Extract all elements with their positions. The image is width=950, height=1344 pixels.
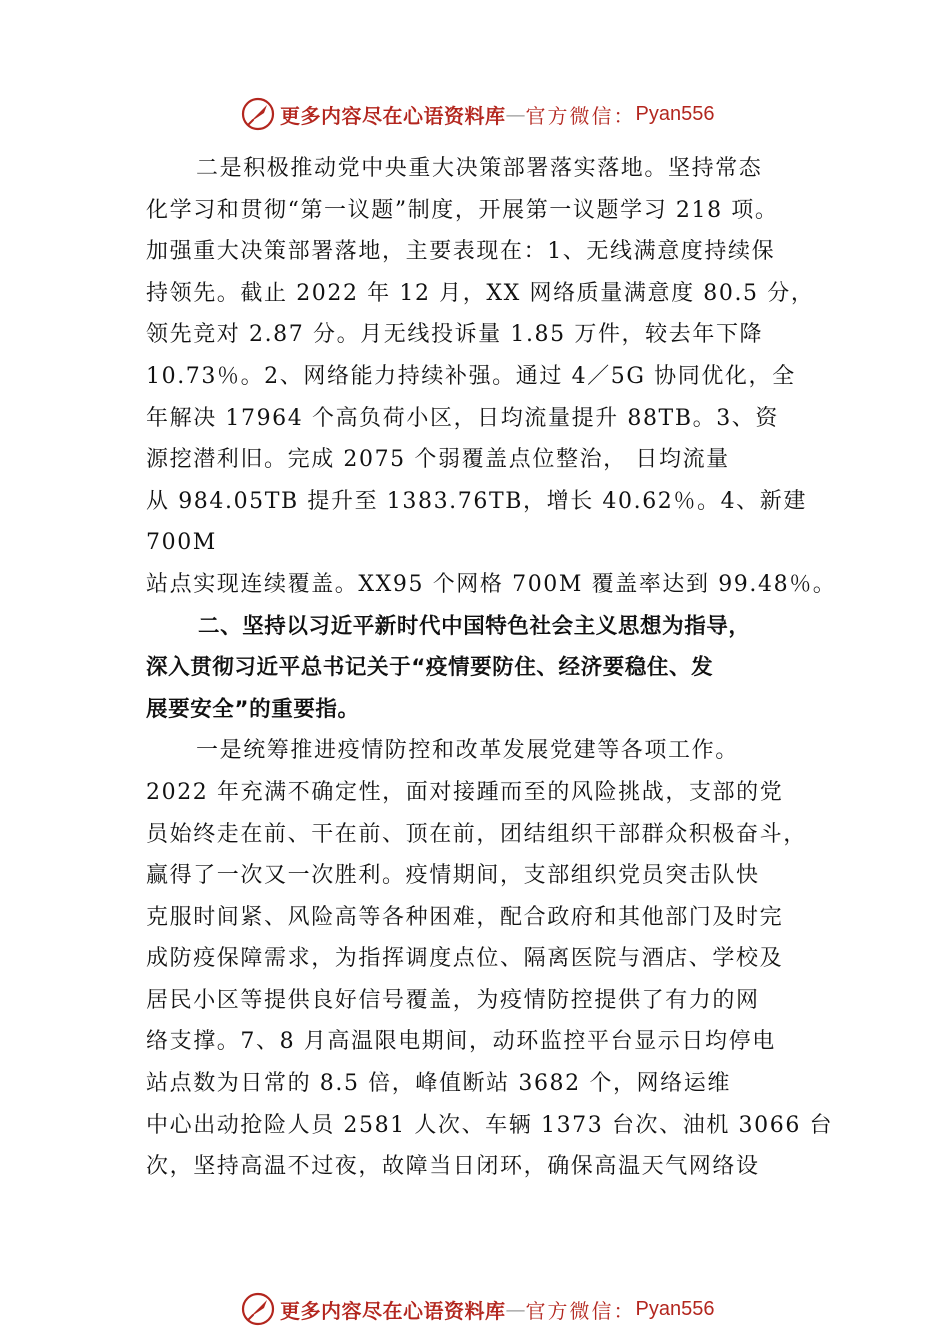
text-line: 源挖潜利旧。完成 2075 个弱覆盖点位整治， 日均流量 [146, 447, 730, 473]
text-line: 2022 年充满不确定性，面对接踵而至的风险挑战，支部的党 [146, 779, 784, 805]
text-line: 赢得了一次又一次胜利。疫情期间，支部组织党员突击队快 [146, 863, 760, 889]
banner-wechat-label: 官方微信： [525, 103, 636, 128]
quill-seal-icon [240, 1291, 276, 1327]
banner-wechat-id: Pyan556 [635, 1297, 715, 1320]
text-line: 领先竞对 2.87 分。月无线投诉量 1.85 万件，较去年下降 [146, 322, 764, 348]
quill-seal-icon [240, 96, 276, 132]
text-line: 年解决 17964 个高负荷小区，日均流量提升 88TB。3、资 [146, 405, 779, 431]
text-line: 站点数为日常的 8.5 倍，峰值断站 3682 个，网络运维 [146, 1071, 731, 1097]
banner-wechat-id: Pyan556 [635, 102, 715, 125]
text-line: 化学习和贯彻“第一议题”制度，开展第一议题学习 218 项。 [146, 197, 779, 223]
banner-text: 更多内容尽在心语资料库 [280, 1298, 506, 1323]
banner-separator: — [505, 102, 526, 126]
text-line: 居民小区等提供良好信号覆盖，为疫情防控提供了有力的网 [146, 987, 760, 1013]
header-banner [240, 94, 714, 134]
text-line: 员始终走在前、干在前、顶在前，团结组织干部群众积极奋斗， [146, 821, 807, 847]
text-line: 10.73％。2、网络能力持续补强。通过 4／5G 协同优化，全 [146, 363, 796, 389]
text-line: 克服时间紧、风险高等各种困难，配合政府和其他部门及时完 [146, 904, 784, 930]
banner-wechat-label: 官方微信： [525, 1298, 636, 1323]
banner-separator: — [505, 1297, 526, 1321]
document-body [146, 148, 837, 1188]
text-line: 持领先。截止 2022 年 12 月，XX 网络质量满意度 80.5 分， [146, 280, 815, 306]
text-line: 站点实现连续覆盖。XX95 个网格 700M 覆盖率达到 99.48％。 [146, 571, 837, 597]
banner-text: 更多内容尽在心语资料库 [280, 103, 506, 128]
text-line: 成防疫保障需求，为指挥调度点位、隔离医院与酒店、学校及 [146, 946, 784, 972]
heading-line: 二、坚持以习近平新时代中国特色社会主义思想为指导， [198, 613, 751, 639]
text-line: 络支撑。7、8 月高温限电期间，动环监控平台显示日均停电 [146, 1029, 776, 1055]
text-line: 次，坚持高温不过夜，故障当日闭环，确保高温天气网络设 [146, 1154, 760, 1180]
heading-line: 深入贯彻习近平总书记关于“疫情要防住、经济要稳住、发 [146, 655, 714, 681]
heading-line: 展要安全”的重要指。 [146, 696, 360, 722]
text-line: 加强重大决策部署落地，主要表现在：1、无线满意度持续保 [146, 239, 776, 265]
text-line: 一是统筹推进疫情防控和改革发展党建等各项工作。 [196, 738, 739, 764]
text-line: 700M [146, 530, 217, 556]
text-line: 中心出动抢险人员 2581 人次、车辆 1373 台次、油机 3066 台 [146, 1112, 834, 1138]
text-line: 从 984.05TB 提升至 1383.76TB，增长 40.62％。4、新建 [146, 488, 807, 514]
text-line: 二是积极推动党中央重大决策部署落实落地。坚持常态 [196, 156, 763, 181]
footer-banner [240, 1289, 714, 1329]
